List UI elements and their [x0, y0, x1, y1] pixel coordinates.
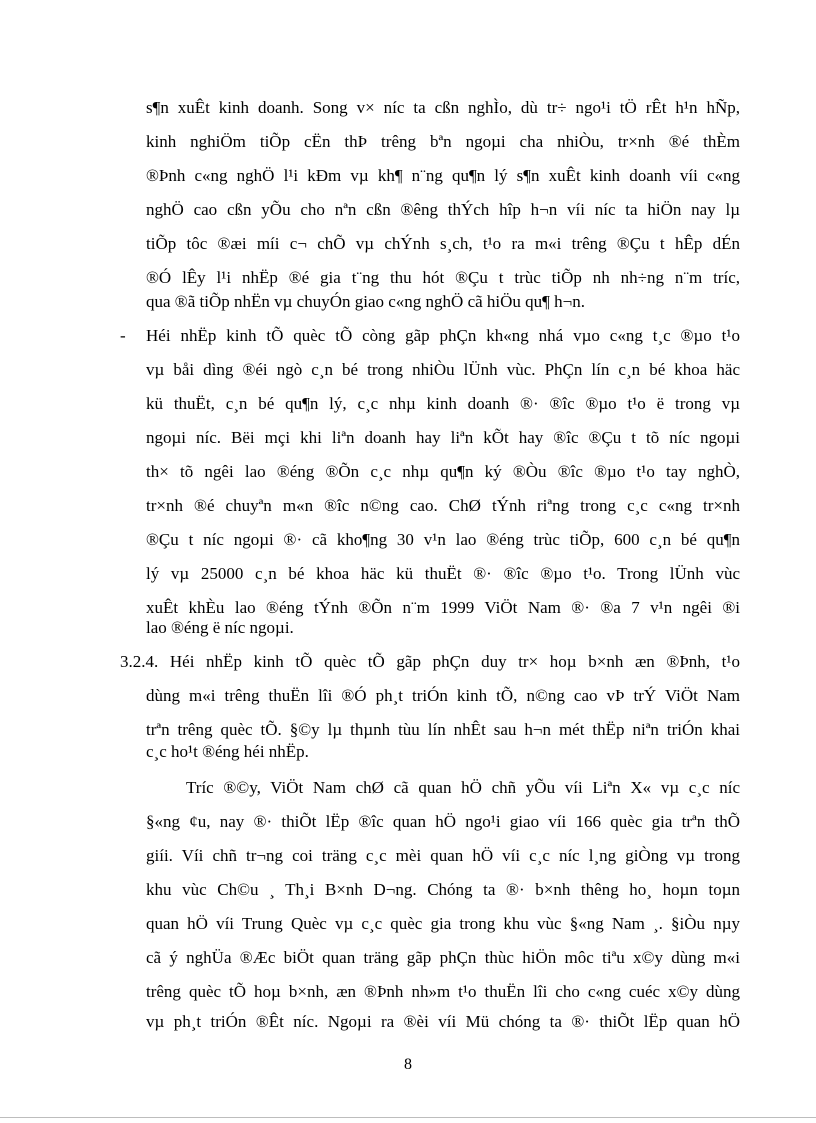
text-line: Tríc ®©y, ViÖt Nam chØ cã quan hÖ chñ yÕu víi Liªn X« vµ c¸c níc [186, 778, 740, 797]
text-line: ngoµi níc. Bëi mçi khi liªn doanh hay liªn kÕt hay ®îc ®Çu t tõ níc ngoµi [146, 428, 740, 447]
text-line: trêng quèc tÕ hoµ b×nh, æn ®Þnh nh»m t¹o thuËn lîi cho c«ng cuéc x©y dùng [146, 982, 740, 1001]
text-line: giíi. Víi chñ tr¬ng coi träng c¸c mèi quan hÖ víi c¸c níc l¸ng giÒng vµ trong [146, 846, 740, 865]
text-line: quan hÖ víi Trung Quèc vµ c¸c quèc gia trong khu vùc §«ng Nam ¸. §iÒu nµy [146, 914, 740, 933]
text-line: nghÖ cao cßn yÕu cho nªn cßn ®êng thÝch hîp h¬n víi níc ta hiÖn nay lµ [146, 200, 740, 219]
text-line: lao ®éng ë níc ngoµi. [146, 618, 294, 637]
text-line: trªn trêng quèc tÕ. §©y lµ thµnh tùu lín nhÊt sau h¬n mét thËp niªn triÓn khai [146, 720, 740, 739]
text-line: qua ®ã tiÕp nhËn vµ chuyÓn giao c«ng nghÖ cã hiÖu qu¶ h¬n. [146, 292, 585, 311]
text-line: ®Þnh c«ng nghÖ l¹i kÐm vµ kh¶ n¨ng qu¶n lý s¶n xuÊt kinh doanh víi c«ng [146, 166, 740, 185]
text-line: tr×nh ®é chuyªn m«n ®îc n©ng cao. ChØ tÝnh riªng trong c¸c c«ng tr×nh [146, 496, 740, 515]
text-line: §«ng ¢u, nay ®· thiÕt lËp ®îc quan hÖ ngo¹i giao víi 166 quèc gia trªn thÕ [146, 812, 740, 831]
text-line: c¸c ho¹t ®éng héi nhËp. [146, 742, 309, 761]
text-line: xuÊt khÈu lao ®éng tÝnh ®Õn n¨m 1999 ViÖt Nam ®· ®a 7 v¹n ngêi ®i [146, 598, 740, 617]
text-line: vµ ph¸t triÓn ®Êt níc. Ngoµi ra ®èi víi Mü chóng ta ®· thiÕt lËp quan hÖ [146, 1012, 740, 1031]
text-line: tiÕp tôc ®æi míi c¬ chÕ vµ chÝnh s¸ch, t¹o ra m«i trêng ®Çu t hÊp dÉn [146, 234, 740, 253]
text-line: kinh nghiÖm tiÕp cËn thÞ trêng bªn ngoµi cha nhiÒu, tr×nh ®é thÈm [146, 132, 740, 151]
bullet-marker: - [120, 326, 126, 345]
text-line: ®Çu t níc ngoµi ®· cã kho¶ng 30 v¹n lao ®éng trùc tiÕp, 600 c¸n bé qu¶n [146, 530, 740, 549]
text-line: lý vµ 25000 c¸n bé khoa häc kü thuËt ®· ®îc ®µo t¹o. Trong lÜnh vùc [146, 564, 740, 583]
text-line: Héi nhËp kinh tÕ quèc tÕ còng gãp phÇn kh«ng nhá vµo c«ng t¸c ®µo t¹o [146, 326, 740, 345]
page-bottom-rule [0, 1117, 816, 1118]
text-line: vµ båi dìng ®éi ngò c¸n bé trong nhiÒu lÜnh vùc. PhÇn lín c¸n bé khoa häc [146, 360, 740, 379]
section-heading-line: 3.2.4. Héi nhËp kinh tÕ quèc tÕ gãp phÇn duy tr× hoµ b×nh æn ®Þnh, t¹o [120, 652, 740, 671]
page-number: 8 [404, 1056, 412, 1073]
text-line: khu vùc Ch©u ¸ Th¸i B×nh D¬ng. Chóng ta ®· b×nh thêng ho¸ hoµn toµn [146, 880, 740, 899]
text-line: dùng m«i trêng thuËn lîi ®Ó ph¸t triÓn kinh tÕ, n©ng cao vÞ trÝ ViÖt Nam [146, 686, 740, 705]
text-line: th× tõ ngêi lao ®éng ®Õn c¸c nhµ qu¶n ký ®Òu ®îc ®µo t¹o tay nghÒ, [146, 462, 740, 481]
text-line: s¶n xuÊt kinh doanh. Song v× níc ta cßn nghÌo, dù tr÷ ngo¹i tÖ rÊt h¹n hÑp, [146, 98, 740, 117]
text-line: ®Ó lÊy l¹i nhËp ®é gia t¨ng thu hót ®Çu t trùc tiÕp nh nh÷ng n¨m tríc, [146, 268, 740, 287]
text-line: kü thuËt, c¸n bé qu¶n lý, c¸c nhµ kinh doanh ®· ®îc ®µo t¹o ë trong vµ [146, 394, 740, 413]
text-line: cã ý nghÜa ®Æc biÖt quan träng gãp phÇn thùc hiÖn môc tiªu x©y dùng m«i [146, 948, 740, 967]
